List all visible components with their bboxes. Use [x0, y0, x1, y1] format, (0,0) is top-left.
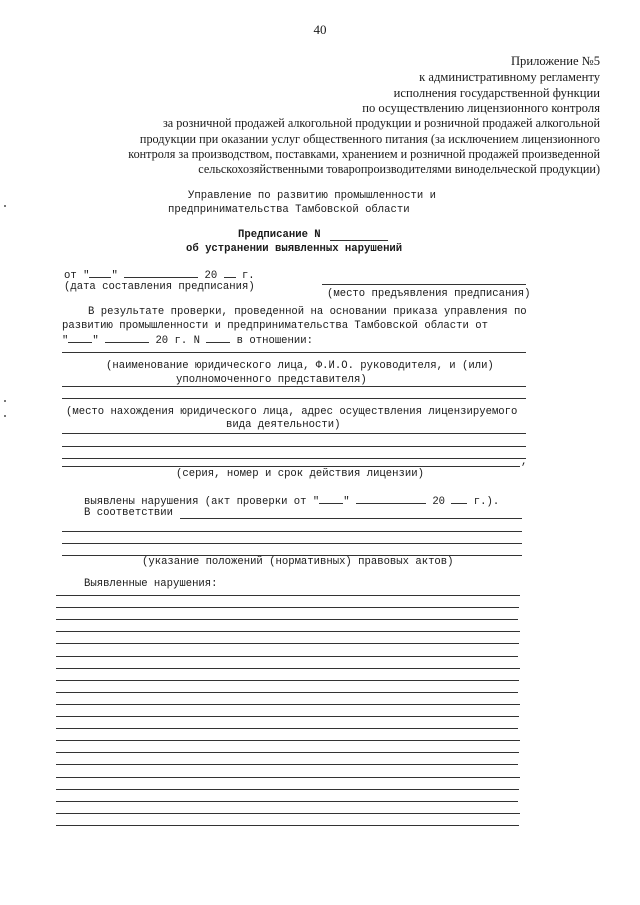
norms-field	[62, 531, 522, 532]
scan-mark	[4, 400, 6, 402]
violation-entry-line	[56, 656, 518, 657]
violation-entry-line	[56, 716, 519, 717]
violation-entry-line	[56, 728, 518, 729]
scan-mark	[4, 415, 6, 417]
appendix-line: по осуществлению лицензионного контроля	[362, 101, 600, 115]
entity-caption: уполномоченного представителя)	[176, 374, 367, 386]
appendix-line: Приложение №5	[510, 54, 600, 68]
violation-entry-line	[56, 789, 519, 790]
paragraph-line: " " 20 г. N в отношении:	[62, 335, 313, 347]
location-field	[62, 458, 526, 459]
violation-entry-line	[56, 692, 518, 693]
violation-entry-line	[56, 595, 520, 596]
license-field	[62, 466, 520, 467]
violation-entry-line	[56, 631, 520, 632]
comma: ,	[521, 456, 528, 468]
violation-entry-line	[56, 764, 518, 765]
document-title: Предписание N	[238, 229, 321, 241]
prescription-number-field	[330, 240, 388, 241]
license-caption: (серия, номер и срок действия лицензии)	[176, 468, 424, 480]
authority-line: предпринимательства Тамбовской области	[168, 204, 410, 216]
authority-line: Управление по развитию промышленности и	[188, 190, 436, 202]
paragraph-line: В результате проверки, проведенной на основании приказа управления по	[88, 306, 527, 318]
date-row: от " " 20 г.	[64, 270, 255, 282]
appendix-line: исполнения государственной функции	[393, 86, 600, 100]
violation-entry-line	[56, 740, 520, 741]
violation-entry-line	[56, 668, 520, 669]
violations-found-line: выявлены нарушения (акт проверки от " " 20 г.).	[84, 496, 500, 508]
paragraph-line: развитию промышленности и предпринимательства Тамбовской области от	[62, 320, 488, 332]
page-number: 40	[313, 22, 327, 37]
appendix-line: за розничной продажей алкогольной продукции и розничной продажей алкогольной	[162, 116, 600, 130]
location-field	[62, 433, 526, 434]
appendix-line: контроля за производством, поставками, хранением и розничной продажей произведенной	[128, 147, 600, 161]
date-caption: (дата составления предписания)	[64, 281, 255, 293]
violation-entry-line	[56, 680, 519, 681]
entity-field	[62, 386, 526, 387]
location-caption: вида деятельности)	[226, 419, 341, 431]
violation-entry-line	[56, 607, 519, 608]
entity-caption: (наименование юридического лица, Ф.И.О. руководителя, и (или)	[106, 360, 494, 372]
violation-entry-line	[56, 825, 519, 826]
violation-entry-line	[56, 619, 518, 620]
entity-field	[62, 352, 526, 353]
violation-entry-line	[56, 777, 520, 778]
norms-caption: (указание положений (нормативных) правовых актов)	[142, 556, 454, 568]
violation-entry-line	[56, 801, 518, 802]
norms-field	[62, 543, 522, 544]
place-field	[322, 284, 526, 285]
location-caption: (место нахождения юридического лица, адрес осуществления лицензируемого	[66, 406, 518, 418]
location-field	[62, 446, 526, 447]
appendix-line: сельскохозяйственными товаропроизводителями винодельческой продукции)	[198, 162, 600, 176]
norms-field	[180, 518, 522, 519]
violation-entry-line	[56, 704, 520, 705]
scan-mark	[4, 205, 6, 207]
violation-entry-line	[56, 813, 520, 814]
violation-entry-line	[56, 643, 519, 644]
revealed-violations-label: Выявленные нарушения:	[84, 578, 218, 590]
appendix-line: продукции при оказании услуг общественного питания (за исключением лицензионного	[139, 132, 600, 146]
place-caption: (место предъявления предписания)	[327, 288, 531, 300]
violation-entry-line	[56, 752, 519, 753]
entity-field	[62, 398, 526, 399]
appendix-line: к административному регламенту	[419, 70, 600, 84]
in-accordance-label: В соответствии	[84, 507, 174, 519]
document-subtitle: об устранении выявленных нарушений	[186, 243, 403, 255]
